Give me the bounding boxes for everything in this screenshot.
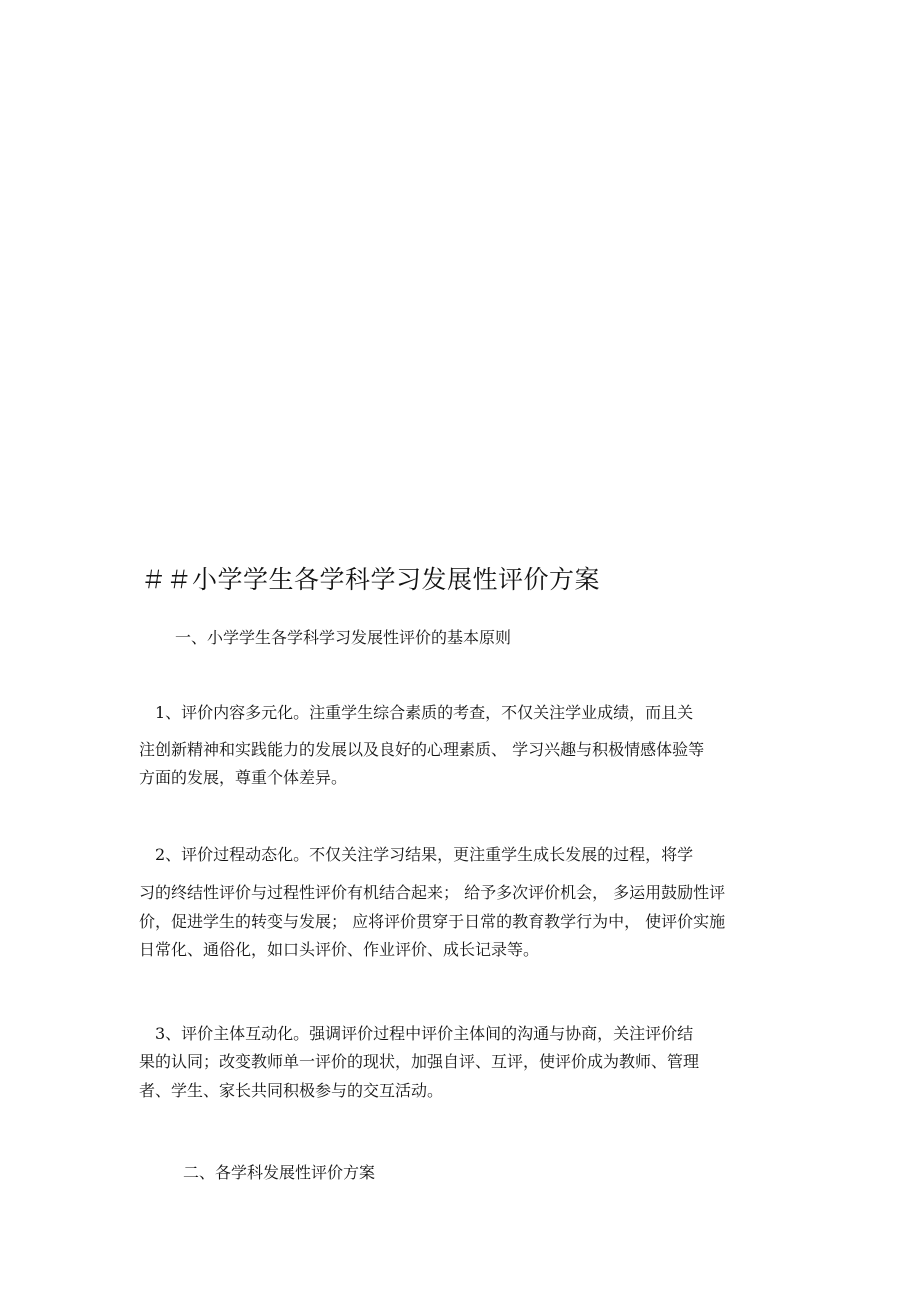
paragraph-line: 3、评价主体互动化。强调评价过程中评价主体间的沟通与协商，关注评价结	[155, 1024, 694, 1043]
paragraph-line: 习的终结性评价与过程性评价有机结合起来； 给予多次评价机会， 多运用鼓励性评	[139, 883, 726, 902]
paragraph-line: 果的认同；改变教师单一评价的现状，加强自评、互评，使评价成为教师、管理	[139, 1052, 700, 1071]
paragraph-line: 1、评价内容多元化。注重学生综合素质的考查，不仅关注学业成绩，而且关	[155, 703, 694, 722]
paragraph-line: 者、学生、家长共同积极参与的交互活动。	[139, 1081, 444, 1100]
paragraph-line: 注创新精神和实践能力的发展以及良好的心理素质、 学习兴趣与积极情感体验等	[139, 740, 705, 759]
paragraph-line: 价，促进学生的转变与发展； 应将评价贯穿于日常的教育教学行为中， 使评价实施	[139, 912, 726, 931]
document-title: ＃＃小学学生各学科学习发展性评价方案	[141, 565, 601, 594]
section-heading-principles: 一、小学学生各学科学习发展性评价的基本原则	[175, 628, 512, 647]
paragraph-line: 2、评价过程动态化。不仅关注学习结果，更注重学生成长发展的过程，将学	[155, 845, 694, 864]
paragraph-line: 日常化、通俗化，如口头评价、作业评价、成长记录等。	[139, 940, 540, 959]
section-heading-subject-plans: 二、各学科发展性评价方案	[183, 1163, 376, 1182]
paragraph-line: 方面的发展，尊重个体差异。	[139, 768, 348, 787]
